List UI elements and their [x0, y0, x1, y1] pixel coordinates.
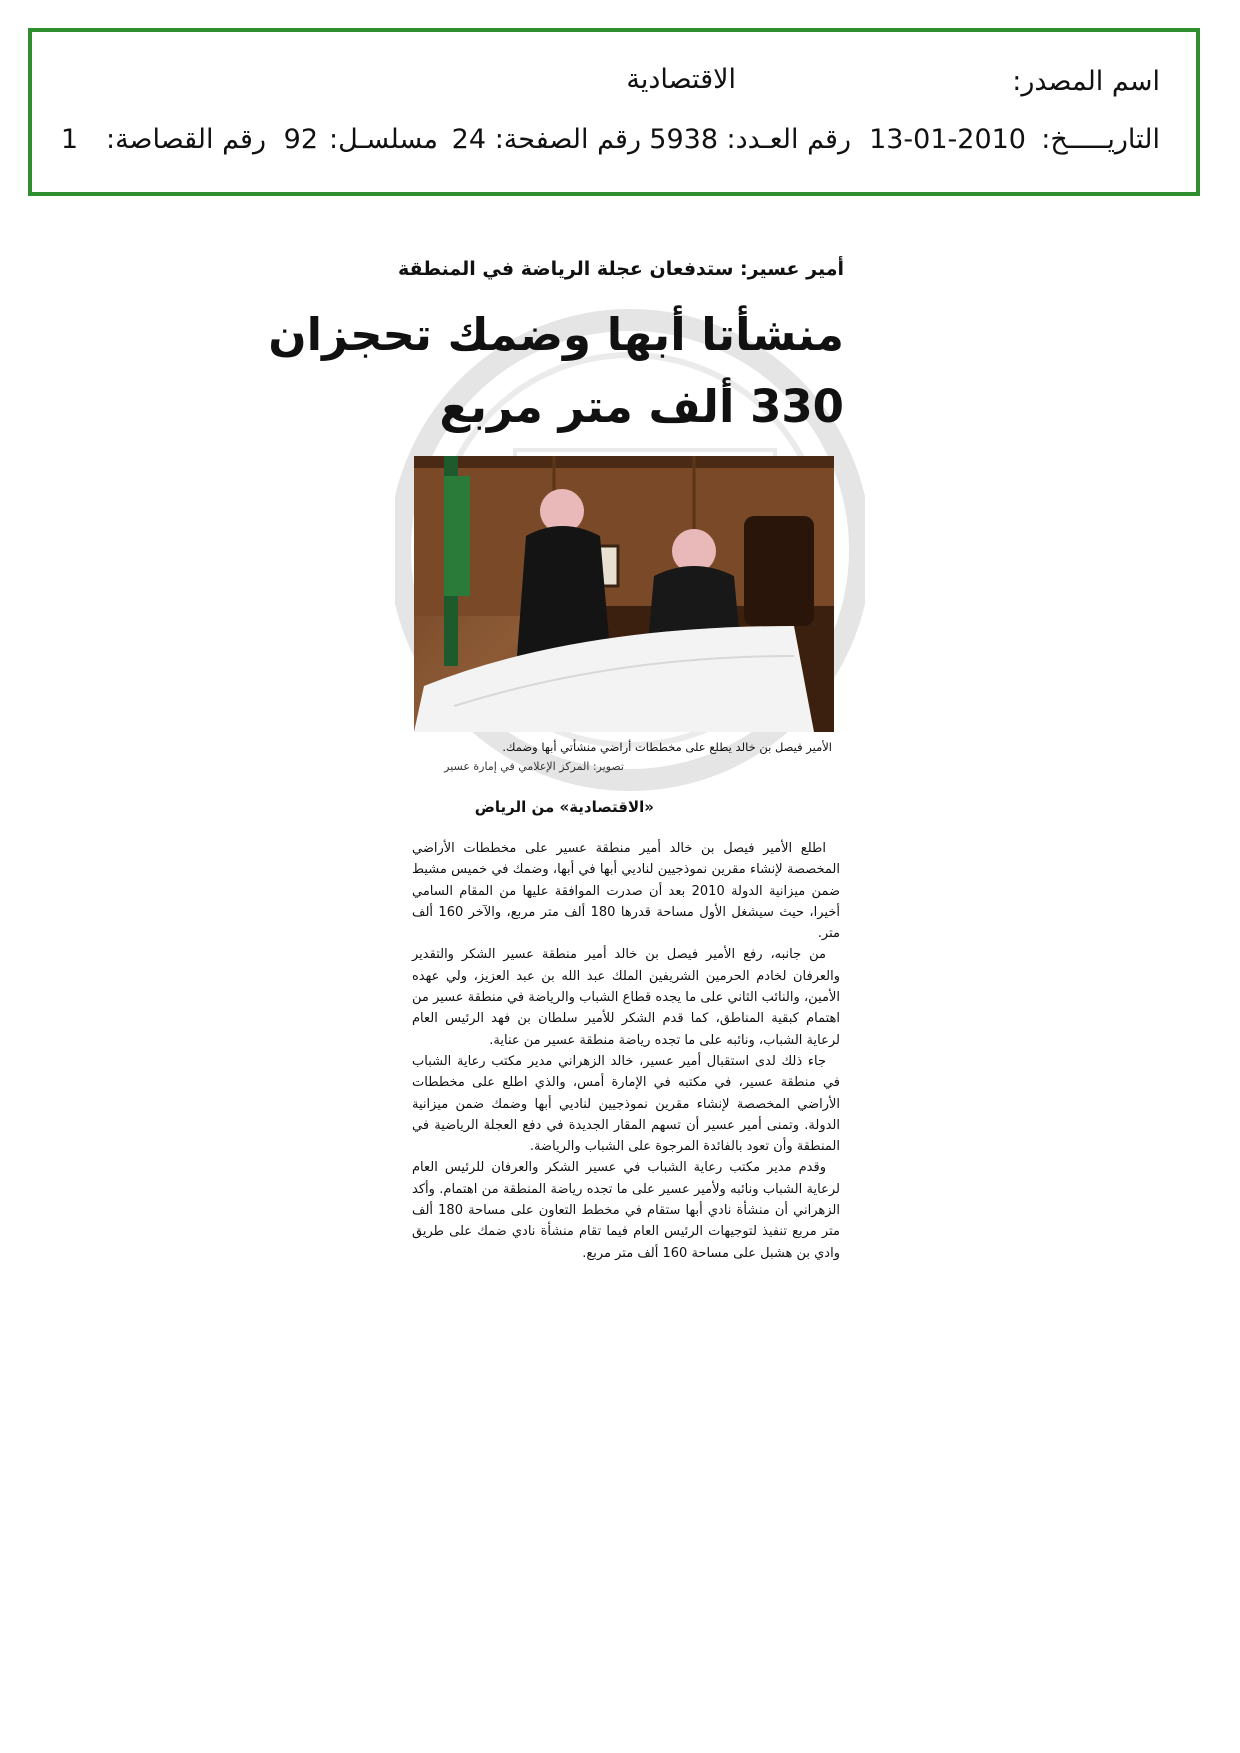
article-photo	[414, 456, 834, 732]
article-paragraph: وقدم مدير مكتب رعاية الشباب في عسير الشكر والعرفان للرئيس العام لرعاية الشباب ونائبه ولأمير عسير على ما تجده رياضة المنطقة من اهتمام. وأكد الزهراني أن منشأة نادي أبها ستقام في مخطط التعاون على مساحة 180 ألف متر مربع تنفيذ لتوجيهات الرئيس العام فيما تقام منشأة نادي ضمك على طريق وادي بن هشبل على مساحة 160 ألف متر مربع.	[412, 1160, 840, 1261]
source-value: الاقتصادية	[626, 64, 736, 95]
headline-line-1: منشأتا أبها وضمك تحجزان	[268, 308, 844, 361]
issue-label: رقم العـدد:	[726, 124, 851, 155]
clip-value: 1	[60, 124, 78, 155]
serial-label: مسلسـل:	[328, 124, 438, 155]
serial-value: 92	[283, 124, 318, 155]
date-value: 13-01-2010	[869, 124, 1026, 155]
date-label: التاريـــــخ:	[1041, 124, 1160, 155]
article-paragraph: اطلع الأمير فيصل بن خالد أمير منطقة عسير على مخططات الأراضي المخصصة لإنشاء مقرين نموذجيين لناديي أبها في أبها، وضمك في خميس مشيط ضمن ميزانية الدولة 2010 بعد أن صدرت الموافقة عليها من المقام السامي أخيرا، حيث سيشغل الأول مساحة قدرها 180 ألف متر مربع، والآخر 160 ألف متر.	[412, 841, 841, 942]
photo-credit: تصوير: المركز الإعلامي في إمارة عسير	[444, 760, 624, 773]
article-kicker: أمير عسير: ستدفعان عجلة الرياضة في المنطقة	[397, 258, 844, 280]
headline-line-2: 330 ألف متر مربع	[439, 380, 844, 433]
article-paragraph: من جانبه، رفع الأمير فيصل بن خالد أمير منطقة عسير الشكر والتقدير والعرفان لخادم الحرمين الشريفين الملك عبد الله بن عبد العزيز، ولي عهده الأمين، والنائب الثاني على ما يجده قطاع الشباب والرياضة في منطقة عسير من اهتمام كبقية المناطق، كما قدم الشكر للأمير سلطان بن فهد الرئيس العام لرعاية الشباب، ونائبه على ما تجده رياضة منطقة عسير من عناية.	[412, 947, 840, 1048]
article-paragraph: جاء ذلك لدى استقبال أمير عسير، خالد الزهراني مدير مكتب رعاية الشباب في منطقة عسير، في مكتبه في الإمارة أمس، والذي اطلع على مخططات الأراضي المخصصة لإنشاء مقرين نموذجيين لناديي أبها وضمك ضمن ميزانية الدولة. وتمنى أمير عسير أن تسهم المقار الجديدة في دفع العجلة الرياضية في المنطقة وأن تعود بالفائدة المرجوة على الشباب والرياضة.	[412, 1053, 840, 1155]
issue-value: 5938	[649, 124, 718, 155]
photo-caption: الأمير فيصل بن خالد يطلع على مخططات أراضي منشأتي أبها وضمك.	[502, 740, 832, 754]
article-body	[412, 838, 840, 1264]
source-label: اسم المصدر:	[1012, 66, 1160, 97]
clipping-metadata-box	[28, 28, 1200, 196]
clip-label: رقم القصاصة:	[105, 124, 266, 155]
article-dateline: «الاقتصادية» من الرياض	[474, 798, 654, 816]
page-value: 24	[451, 124, 486, 155]
officials-reviewing-plans-photo	[414, 456, 834, 732]
page-label: رقم الصفحة:	[494, 124, 641, 155]
